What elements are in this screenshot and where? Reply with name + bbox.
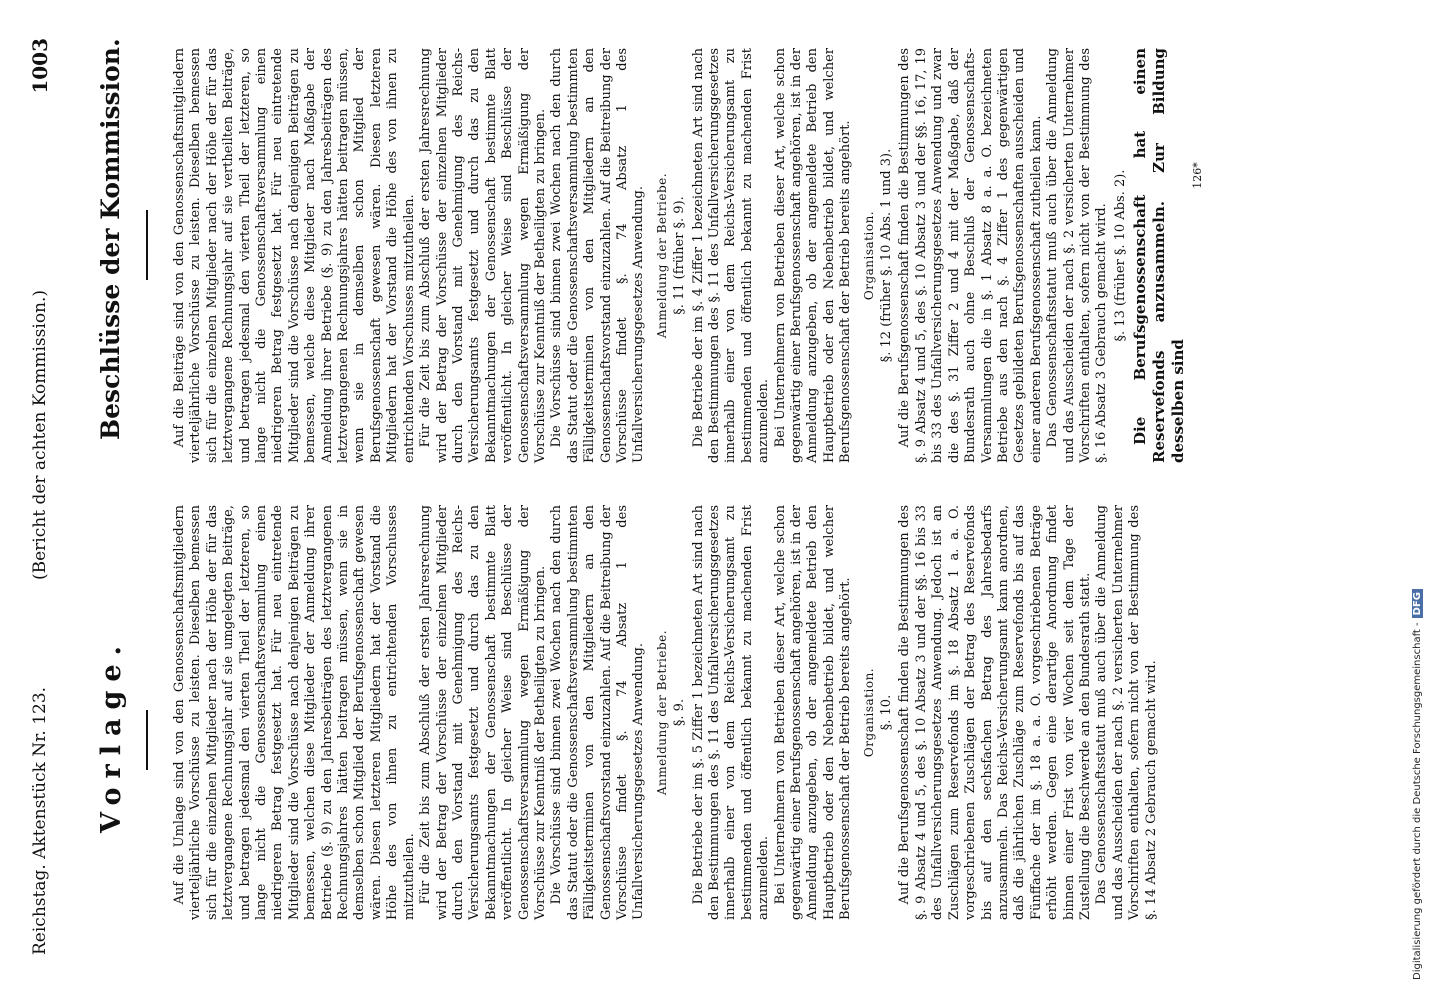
right-paragraph-6: Auf die Berufsgenossenschaft finden die Bestimmungen des §. 9 Absatz 4 und 5, des §. 10 Absatz 3 und der §§. 16, 17, 19 bis 33 des Unfallversicherungsgesetzes Anwendung und zwar die des §. 31 Ziffer 2 und 4 mit der Maßgabe, daß der Bundesrath auch ohne Beschluß der Genossenschafts-Versammlungen die in §. 1 Absatz 8 a. a. O. bezeichneten Betriebe aus den nach §. 4 Ziffer 1 des gegenwärtigen Gesetzes gebildeten Berufsgenossenschaften ausscheiden und einer anderen Berufsgenossenschaft zutheilen kann.: [897, 48, 1044, 463]
right-paragraph-5: Bei Unternehmern von Betrieben dieser Art, welche schon gegenwärtig einer Berufsgenossenschaft angehören, ist in der Anmeldung anzugeben, ob der angemeldete Betrieb den Hauptbetrieb oder den Nebenbetrieb bildet, und welcher Berufsgenossenschaft der Betrieb bereits angehört.: [772, 48, 854, 463]
right-paragraph-7: Das Genossenschaftsstatut muß auch über die Anmeldung und das Ausscheiden der nach §. 2 versicherten Unternehmer Vorschriften enthalten, sofern nicht von der Bestimmung des §. 16 Absatz 3 Gebrauch gemacht wird.: [1045, 48, 1110, 463]
right-paragraph-1: Auf die Beiträge sind von den Genossenschaftsmitgliedern vierteljährliche Vorschüsse zu leisten. Dieselben bemessen sich für die einzelnen Mitglieder nach der Höhe der für das letztvergangene Rechnungsjahr auf sie vertheilten Beiträge, und betragen jedesmal den vierten Theil der letzteren, so lange nicht die Genossenschaftsversammlung einen niedrigeren Betrag festgesetzt hat. Für neu eintretende Mitglieder sind die Vorschüsse nach denjenigen Beiträgen zu bemessen, welche diese Mitglieder nach Maßgabe der Anmeldung ihrer Betriebe (§. 9) zu den Jahresbeiträgen des letztvergangenen Rechnungsjahres hätten beitragen müssen, wenn sie in demselben schon Mitglied der Berufsgenossenschaft gewesen wären. Diesen letzteren Mitgliedern hat der Vorstand die Höhe des von ihnen zu entrichtenden Vorschusses mitzutheilen.: [172, 48, 417, 463]
left-paragraph-7: Das Genossenschaftsstatut muß auch über die Anmeldung und das Ausscheiden der nach §. 2 versicherten Unternehmer Vorschriften enthalten, sofern nicht von der Bestimmung des §. 14 Absatz 2 Gebrauch gemacht wird.: [1094, 505, 1159, 920]
left-paragraph-2: Für die Zeit bis zum Abschluß der ersten Jahresrechnung wird der Betrag der Vorschüsse der einzelnen Mitglieder durch den Vorstand mit Genehmigung des Reichs-Versicherungsamts festgesetzt und durch das zu den Bekanntmachungen der Genossenschaft bestimmte Blatt veröffentlicht. In gleicher Weise sind Beschlüsse der Genossenschaftsversammlung wegen Ermäßigung der Vorschüsse zur Kenntniß der Betheiligten zu bringen.: [418, 505, 548, 920]
right-paragraph-3: Die Vorschüsse sind binnen zwei Wochen nach den durch das Statut oder die Genossenschaftsversammlung bestimmten Fälligkeitsterminen von den Mitgliedern an den Genossenschaftsvorstand einzuzahlen. Auf die Beitreibung der Vorschüsse findet §. 74 Absatz 1 des Unfallversicherungsgesetzes Anwendung.: [549, 48, 647, 463]
left-column-title: Vorlage.: [96, 637, 127, 833]
right-paragraph-8: Die Berufsgenossenschaft hat einen Reservefonds anzusammeln. Zur Bildung desselben sind: [1131, 48, 1188, 463]
right-section-heading-anmeldung: Anmeldung der Betriebe.: [654, 172, 669, 339]
left-title-rule: [146, 710, 148, 770]
digitization-note: [1412, 589, 1423, 980]
right-title-rule: [146, 210, 148, 280]
right-section-heading-organisation: Organisation.: [861, 210, 876, 301]
right-column-title: Beschlüsse der Kommission.: [96, 38, 125, 440]
left-section-heading-organisation: Organisation.: [861, 667, 876, 758]
right-paragraph-2: Für die Zeit bis zum Abschluß der ersten Jahresrechnung wird der Betrag der Vorschüsse der einzelnen Mitglieder durch den Vorstand mit Genehmigung des Reichs-Versicherungsamts festgesetzt und durch das zu den Bekanntmachungen der Genossenschaft bestimmte Blatt veröffentlicht. In gleicher Weise sind Beschlüsse der Genossenschaftsversammlung wegen Ermäßigung der Vorschüsse zur Kenntniß der Betheiligten zu bringen.: [418, 48, 548, 463]
right-paragraph-number-12: §. 12 (früher §. 10 Abs. 1 und 3).: [879, 148, 895, 363]
digitization-note-text: Digitalisierung gefördert durch die Deutsche Forschungsgemeinschaft -: [1412, 622, 1423, 980]
header-left: Reichstag. Aktenstück Nr. 123.: [30, 686, 50, 955]
right-column-beschluesse: [172, 48, 1207, 463]
left-paragraph-3: Die Vorschüsse sind binnen zwei Wochen nach den durch das Statut oder die Genossenschaftsversammlung bestimmten Fälligkeitsterminen von den Mitgliedern an den Genossenschaftsvorstand einzuzahlen. Auf die Beitreibung der Vorschüsse findet §. 74 Absatz 1 des Unfallversicherungsgesetzes Anwendung.: [549, 505, 647, 920]
left-column-vorlage: [172, 505, 1160, 920]
right-paragraph-4: Die Betriebe der im §. 4 Ziffer 1 bezeichneten Art sind nach den Bestimmungen des §. 11 des Unfallversicherungsgesetzes innerhalb einer von dem Reichs-Versicherungsamt zu bestimmenden und öffentlich bekannt zu machenden Frist anzumelden.: [690, 48, 772, 463]
dfg-logo: DFG: [1412, 589, 1423, 618]
left-paragraph-5: Bei Unternehmern von Betrieben dieser Art, welche schon gegenwärtig einer Berufsgenossenschaft angehören, ist in der Anmeldung anzugeben, ob der angemeldete Betrieb den Hauptbetrieb oder den Nebenbetrieb bildet, und welcher Berufsgenossenschaft der Betrieb bereits angehört.: [772, 505, 854, 920]
left-paragraph-number-10: §. 10.: [879, 694, 895, 731]
left-paragraph-number-9: §. 9.: [672, 698, 688, 727]
left-paragraph-6: Auf die Berufsgenossenschaft finden die Bestimmungen des §. 9 Absatz 4 und 5, des §. 10 Absatz 3 und der §§. 16 bis 33 des Unfallversicherungsgesetzes Anwendung. Jedoch ist an Zuschlägen zum Reservefonds im §. 18 Absatz 1 a. a. O. vorgeschriebenen Zuschlägen der Betrag des Reservefonds bis auf den sechsfachen Betrag des Jahresbedarfs anzusammeln. Das Reichs-Versicherungsamt kann anordnen, daß die jährlichen Zuschläge zum Reservefonds bis auf das Fünffache der im §. 18 a. a. O. vorgeschriebenen Beträge erhöht werden. Gegen eine derartige Anordnung findet binnen einer Frist von vier Wochen seit dem Tage der Zustellung die Beschwerde an den Bundesrath statt.: [897, 505, 1093, 920]
signature-mark: 126*: [1191, 162, 1205, 189]
left-section-heading-anmeldung: Anmeldung der Betriebe.: [654, 629, 669, 796]
right-paragraph-number-11: §. 11 (früher §. 9).: [672, 196, 688, 315]
page-number: 1003: [28, 38, 52, 94]
right-paragraph-number-13: §. 13 (früher §. 10 Abs. 2).: [1112, 169, 1128, 342]
left-paragraph-1: Auf die Umlage sind von den Genossenschaftsmitgliedern vierteljährliche Vorschüsse zu leisten. Dieselben bemessen sich für die einzelnen Mitglieder nach der Höhe der für das letztvergangene Rechnungsjahr auf sie umgelegten Beiträge, und betragen jedesmal den vierten Theil der letzteren, so lange nicht die Genossenschaftsversammlung einen niedrigeren Betrag festgesetzt hat. Für neu eintretende Mitglieder sind die Vorschüsse nach denjenigen Beiträgen zu bemessen, welchen diese Mitglieder der Anmeldung ihrer Betriebe (§. 9) zu den Jahresbeiträgen des letztvergangenen Rechnungsjahres hätten beitragen müssen, wenn sie in demselben schon Mitglied der Berufsgenossenschaft gewesen wären. Diesen letzteren Mitgliedern hat der Vorstand die Höhe des von ihnen zu entrichtenden Vorschusses mitzutheilen.: [172, 505, 417, 920]
header-middle: (Bericht der achten Kommission.): [30, 289, 50, 580]
left-paragraph-4: Die Betriebe der im §. 5 Ziffer 1 bezeichneten Art sind nach den Bestimmungen des §. 11 des Unfallversicherungsgesetzes innerhalb einer von dem Reichs-Versicherungsamt zu bestimmenden und öffentlich bekannt zu machenden Frist anzumelden.: [690, 505, 772, 920]
